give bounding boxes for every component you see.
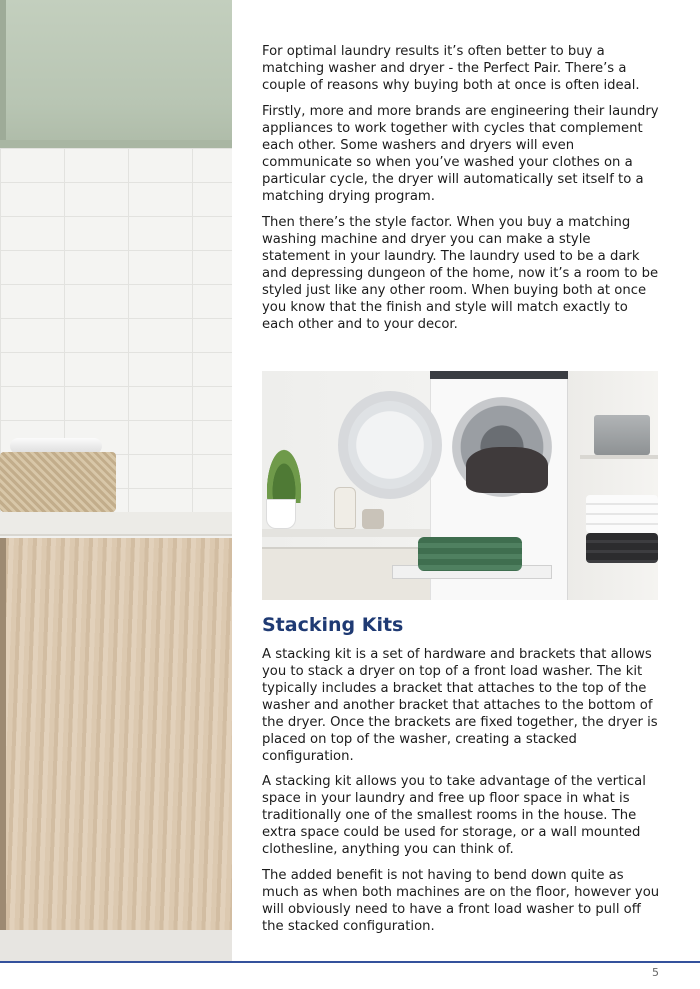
left-laundry-photo	[0, 0, 232, 962]
upper-cabinet	[0, 0, 232, 148]
floor	[0, 930, 232, 962]
stacking-paragraph-3: The added benefit is not having to bend down quite as much as when both machines are on the floor, however you will obviously need to have a front load washer to pull off the stacked configuration.	[262, 868, 660, 934]
glass-jar	[334, 487, 356, 529]
stacked-dryer-photo	[262, 371, 658, 600]
footer-rule	[0, 961, 700, 963]
stacking-paragraph-2: A stacking kit allows you to take advantage of the vertical space in your laundry and free up floor space in what is traditionally one of the smallest rooms in the house. The extra space could be used for storage, or a wall mounted clothesline, anything you can think of.	[262, 774, 646, 857]
cabinet-bottom-trim	[0, 140, 232, 148]
white-towel-stack	[586, 495, 658, 533]
photo-side-wall	[568, 371, 658, 600]
black-towel-stack	[586, 533, 658, 563]
stacking-paragraph-1: A stacking kit is a set of hardware and brackets that allows you to stack a dryer on top of a front load washer. The kit typically includes a bracket that attaches to the top of the washer and another bracket that attaches to the bottom of the dryer. Once the brackets are fixed together, the dryer is placed on top of the washer, creating a stacked configuration.	[262, 647, 658, 764]
clothes-in-drum	[466, 447, 548, 493]
cabinet-gap	[0, 538, 6, 962]
small-jar	[362, 509, 384, 529]
plant-pot	[266, 499, 296, 529]
shelf-basket	[594, 415, 650, 455]
style-paragraph: Then there’s the style factor. When you buy a matching washing machine and dryer you can make a style statement in your laundry. The laundry used to be a dark and depressing dungeon of the home, now it’s a room to be styled just like any other room. When buying both at once you know that the finish and style will match exactly to each other and to your decor.	[262, 215, 659, 332]
stacking-kits-heading: Stacking Kits	[262, 614, 404, 636]
benchtop	[0, 512, 232, 536]
timber-cabinet	[0, 538, 232, 962]
photo-bench	[262, 529, 442, 537]
dryer-top	[430, 371, 568, 379]
woven-basket	[0, 452, 116, 512]
open-dryer-door	[338, 391, 442, 499]
intro-paragraph: For optimal laundry results it’s often better to buy a matching washer and dryer - the Perfect Pair. There’s a couple of reasons why buying both at once is often ideal.	[262, 44, 640, 93]
cabinet-edge	[0, 0, 6, 148]
wall-shelf	[580, 455, 658, 459]
page-number: 5	[652, 966, 659, 979]
plant	[264, 443, 304, 503]
green-towels	[418, 537, 522, 571]
firstly-paragraph: Firstly, more and more brands are engineering their laundry appliances to work together with cycles that complement each other. Some washers and dryers will even communicate so when you’ve washed your clothes on a particular cycle, the dryer will automatically set itself to a matching drying program.	[262, 104, 659, 204]
